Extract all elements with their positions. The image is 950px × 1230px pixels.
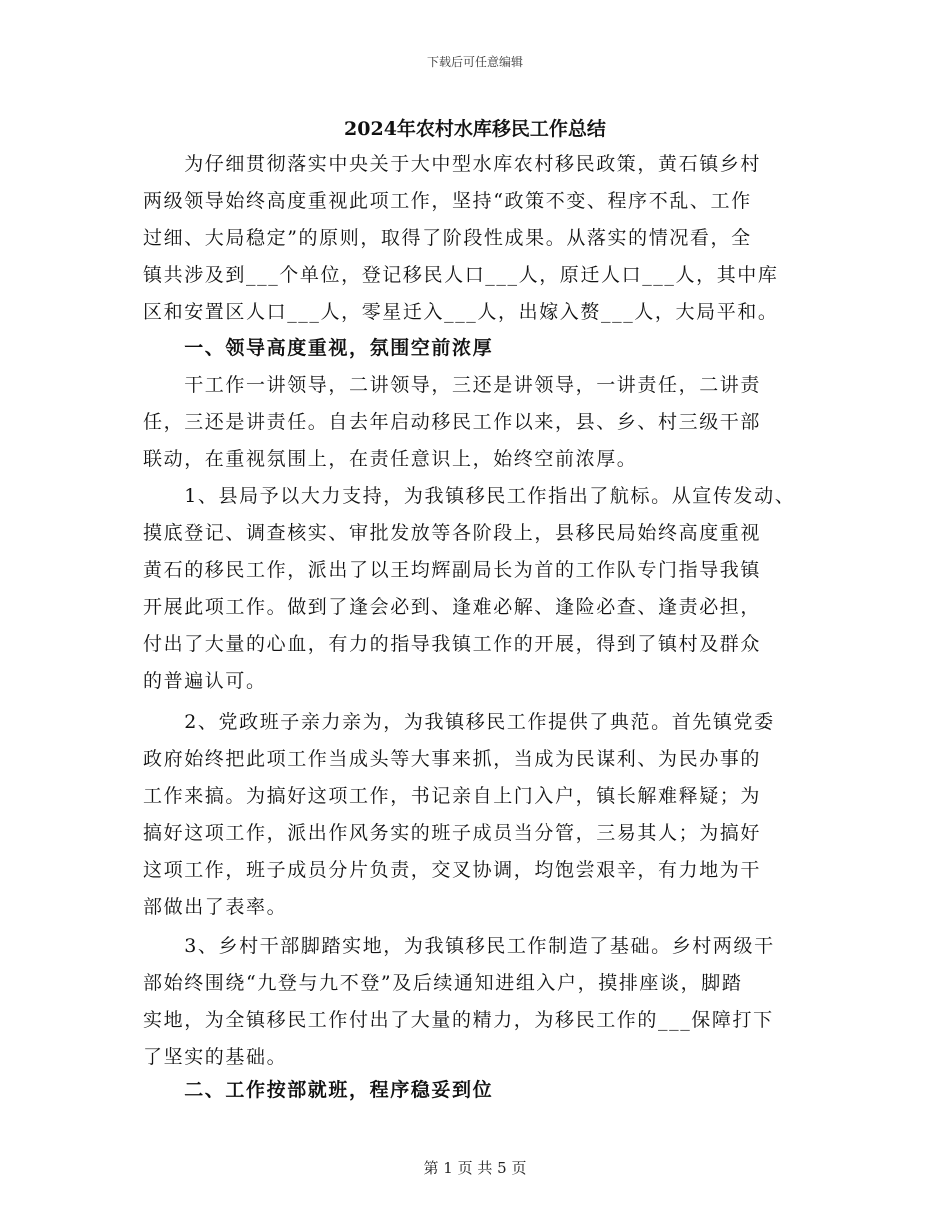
text-line: 的普遍认可。 xyxy=(143,670,267,692)
text-line: 2、党政班子亲力亲为，为我镇移民工作提供了典范。首先镇党委 xyxy=(143,711,775,733)
text-line: 了坚实的基础。 xyxy=(143,1046,288,1068)
page-footer: 第 1 页 共 5 页 xyxy=(423,1159,527,1177)
text-line: 为仔细贯彻落实中央关于大中型水库农村移民政策，黄石镇乡村 xyxy=(143,153,762,175)
paragraph-4 xyxy=(143,928,803,1076)
paragraph-2 xyxy=(143,478,803,700)
text-line: 3、乡村干部脚踏实地，为我镇移民工作制造了基础。乡村两级干 xyxy=(143,935,775,957)
section-heading-1 xyxy=(143,330,803,367)
text-line: 部始终围绕“九登与九不登”及后续通知进组入户，摸排座谈，脚踏 xyxy=(143,972,743,994)
heading-text: 一、领导高度重视，氛围空前浓厚 xyxy=(143,337,494,359)
document-title: 2024年农村水库移民工作总结 xyxy=(344,118,606,140)
text-line: 1、县局予以大力支持，为我镇移民工作指出了航标。从宣传发动、 xyxy=(143,485,796,507)
text-line: 开展此项工作。做到了逢会必到、逢难必解、逢险必查、逢责必担， xyxy=(143,596,762,618)
text-line: 政府始终把此项工作当成头等大事来抓，当成为民谋利、为民办事的 xyxy=(143,748,762,770)
text-line: 镇共涉及到___个单位，登记移民人口___人，原迁人口___人，其中库 xyxy=(143,264,779,286)
heading-text: 二、工作按部就班，程序稳妥到位 xyxy=(143,1079,494,1101)
intro-paragraph xyxy=(143,146,803,331)
text-line: 干工作一讲领导，二讲领导，三还是讲领导，一讲责任，二讲责 xyxy=(143,374,762,396)
paragraph-1 xyxy=(143,367,803,478)
page-header: 下载后可任意编辑 xyxy=(426,55,523,69)
text-line: 付出了大量的心血，有力的指导我镇工作的开展，得到了镇村及群众 xyxy=(143,633,762,655)
text-line: 部做出了表率。 xyxy=(143,896,288,918)
text-line: 实地，为全镇移民工作付出了大量的精力，为移民工作的___保障打下 xyxy=(143,1009,774,1031)
text-line: 联动，在重视氛围上，在责任意识上，始终空前浓厚。 xyxy=(143,448,638,470)
paragraph-3 xyxy=(143,704,803,926)
text-line: 搞好这项工作，派出作风务实的班子成员当分管，三易其人；为搞好 xyxy=(143,822,762,844)
text-line: 区和安置区人口___人，零星迁入___人，出嫁入赘___人，大局平和。 xyxy=(143,301,779,323)
text-line: 工作来搞。为搞好这项工作，书记亲自上门入户，镇长解难释疑；为 xyxy=(143,785,762,807)
text-line: 这项工作，班子成员分片负责，交叉协调，均饱尝艰辛，有力地为干 xyxy=(143,859,762,881)
text-line: 摸底登记、调查核实、审批发放等各阶段上，县移民局始终高度重视 xyxy=(143,522,762,544)
text-line: 黄石的移民工作，派出了以王均辉副局长为首的工作队专门指导我镇 xyxy=(143,559,762,581)
section-heading-2 xyxy=(143,1072,803,1109)
text-line: 两级领导始终高度重视此项工作，坚持“政策不变、程序不乱、工作 xyxy=(143,190,752,212)
text-line: 任，三还是讲责任。自去年启动移民工作以来，县、乡、村三级干部 xyxy=(143,411,762,433)
text-line: 过细、大局稳定”的原则，取得了阶段性成果。从落实的情况看，全 xyxy=(143,227,752,249)
